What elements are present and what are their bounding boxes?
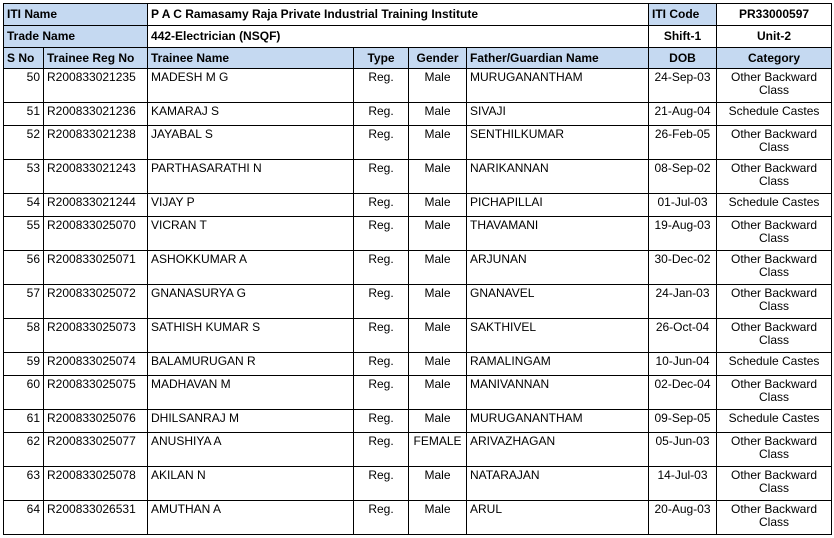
trainee-sno: 64 [4, 501, 44, 535]
trainee-reg-no: R200833025073 [44, 319, 148, 353]
trainee-category: Schedule Castes [717, 410, 832, 433]
trainee-category: Other Backward Class [717, 126, 832, 160]
trainee-table [3, 3, 832, 535]
trainee-dob: 10-Jun-04 [649, 353, 717, 376]
trainee-type: Reg. [354, 69, 409, 103]
trainee-dob: 09-Sep-05 [649, 410, 717, 433]
trainee-dob: 05-Jun-03 [649, 433, 717, 467]
trainee-name: SATHISH KUMAR S [148, 319, 354, 353]
trainee-name: GNANASURYA G [148, 285, 354, 319]
trainee-name: AMUTHAN A [148, 501, 354, 535]
trainee-name: MADHAVAN M [148, 376, 354, 410]
trainee-father-name: GNANAVEL [467, 285, 649, 319]
trainee-father-name: RAMALINGAM [467, 353, 649, 376]
trainee-reg-no: R200833021244 [44, 194, 148, 217]
trainee-father-name: SAKTHIVEL [467, 319, 649, 353]
trainee-reg-no: R200833026531 [44, 501, 148, 535]
iti-name-value: P A C Ramasamy Raja Private Industrial Training Institute [148, 4, 649, 26]
trainee-type: Reg. [354, 285, 409, 319]
table-row [4, 410, 832, 433]
iti-code-value: PR33000597 [717, 4, 832, 26]
trainee-dob: 08-Sep-02 [649, 160, 717, 194]
trainee-sno: 54 [4, 194, 44, 217]
trainee-dob: 20-Aug-03 [649, 501, 717, 535]
table-row [4, 217, 832, 251]
table-row [4, 501, 832, 535]
trainee-father-name: NARIKANNAN [467, 160, 649, 194]
table-row [4, 353, 832, 376]
trainee-type: Reg. [354, 194, 409, 217]
trainee-gender: Male [409, 194, 467, 217]
table-row [4, 376, 832, 410]
trainee-sno: 63 [4, 467, 44, 501]
trainee-reg-no: R200833025078 [44, 467, 148, 501]
col-reg-no: Trainee Reg No [44, 48, 148, 69]
trainee-reg-no: R200833025075 [44, 376, 148, 410]
trainee-dob: 26-Oct-04 [649, 319, 717, 353]
trainee-sno: 58 [4, 319, 44, 353]
shift-value: Shift-1 [649, 26, 717, 48]
trainee-sno: 62 [4, 433, 44, 467]
table-row [4, 160, 832, 194]
trainee-father-name: PICHAPILLAI [467, 194, 649, 217]
trainee-type: Reg. [354, 353, 409, 376]
trainee-sno: 51 [4, 103, 44, 126]
trainee-name: BALAMURUGAN R [148, 353, 354, 376]
table-row [4, 251, 832, 285]
unit-value: Unit-2 [717, 26, 832, 48]
trainee-dob: 30-Dec-02 [649, 251, 717, 285]
trainee-name: ASHOKKUMAR A [148, 251, 354, 285]
trainee-category: Other Backward Class [717, 376, 832, 410]
trainee-dob: 21-Aug-04 [649, 103, 717, 126]
trainee-category: Other Backward Class [717, 251, 832, 285]
trainee-category: Schedule Castes [717, 353, 832, 376]
trainee-gender: Male [409, 376, 467, 410]
col-trainee-name: Trainee Name [148, 48, 354, 69]
trainee-name: KAMARAJ S [148, 103, 354, 126]
trainee-category: Schedule Castes [717, 194, 832, 217]
table-row [4, 319, 832, 353]
trainee-gender: Male [409, 103, 467, 126]
table-row [4, 467, 832, 501]
trainee-category: Other Backward Class [717, 433, 832, 467]
trainee-sno: 52 [4, 126, 44, 160]
table-row [4, 126, 832, 160]
trainee-gender: Male [409, 126, 467, 160]
trainee-reg-no: R200833025070 [44, 217, 148, 251]
trainee-sno: 55 [4, 217, 44, 251]
trainee-type: Reg. [354, 251, 409, 285]
trainee-category: Schedule Castes [717, 103, 832, 126]
trainee-gender: Male [409, 501, 467, 535]
trainee-name: MADESH M G [148, 69, 354, 103]
table-row [4, 69, 832, 103]
trainee-gender: Male [409, 353, 467, 376]
trainee-name: VIJAY P [148, 194, 354, 217]
col-father-name: Father/Guardian Name [467, 48, 649, 69]
trainee-name: ANUSHIYA A [148, 433, 354, 467]
trainee-type: Reg. [354, 433, 409, 467]
trainee-father-name: SENTHILKUMAR [467, 126, 649, 160]
trainee-category: Other Backward Class [717, 285, 832, 319]
trainee-dob: 02-Dec-04 [649, 376, 717, 410]
trainee-father-name: MURUGANANTHAM [467, 69, 649, 103]
column-header-row [4, 48, 832, 69]
trainee-type: Reg. [354, 126, 409, 160]
trainee-dob: 24-Sep-03 [649, 69, 717, 103]
col-gender: Gender [409, 48, 467, 69]
iti-code-label: ITI Code [649, 4, 717, 26]
trainee-reg-no: R200833021235 [44, 69, 148, 103]
trainee-type: Reg. [354, 319, 409, 353]
trainee-father-name: THAVAMANI [467, 217, 649, 251]
trainee-sno: 59 [4, 353, 44, 376]
trainee-category: Other Backward Class [717, 319, 832, 353]
trainee-dob: 14-Jul-03 [649, 467, 717, 501]
trainee-sno: 57 [4, 285, 44, 319]
trainee-reg-no: R200833025076 [44, 410, 148, 433]
trainee-sno: 61 [4, 410, 44, 433]
table-row [4, 103, 832, 126]
trainee-father-name: ARIVAZHAGAN [467, 433, 649, 467]
trainee-dob: 01-Jul-03 [649, 194, 717, 217]
trainee-reg-no: R200833025072 [44, 285, 148, 319]
trainee-type: Reg. [354, 376, 409, 410]
trainee-type: Reg. [354, 160, 409, 194]
trainee-gender: Male [409, 467, 467, 501]
trainee-father-name: ARJUNAN [467, 251, 649, 285]
trainee-reg-no: R200833025074 [44, 353, 148, 376]
trainee-type: Reg. [354, 410, 409, 433]
trade-name-label: Trade Name [4, 26, 148, 48]
iti-name-row [4, 4, 832, 26]
trainee-name: AKILAN N [148, 467, 354, 501]
trainee-category: Other Backward Class [717, 501, 832, 535]
table-row [4, 285, 832, 319]
trainee-name: DHILSANRAJ M [148, 410, 354, 433]
trainee-dob: 24-Jan-03 [649, 285, 717, 319]
trade-name-row [4, 26, 832, 48]
trainee-dob: 19-Aug-03 [649, 217, 717, 251]
trainee-category: Other Backward Class [717, 69, 832, 103]
trainee-reg-no: R200833025071 [44, 251, 148, 285]
trainee-dob: 26-Feb-05 [649, 126, 717, 160]
trainee-type: Reg. [354, 103, 409, 126]
col-category: Category [717, 48, 832, 69]
trainee-sno: 50 [4, 69, 44, 103]
trainee-type: Reg. [354, 217, 409, 251]
trainee-father-name: MANIVANNAN [467, 376, 649, 410]
trainee-reg-no: R200833021238 [44, 126, 148, 160]
trainee-name: JAYABAL S [148, 126, 354, 160]
trainee-gender: Male [409, 251, 467, 285]
trainee-gender: Male [409, 285, 467, 319]
trainee-category: Other Backward Class [717, 160, 832, 194]
col-dob: DOB [649, 48, 717, 69]
trainee-reg-no: R200833021236 [44, 103, 148, 126]
trainee-name: VICRAN T [148, 217, 354, 251]
trainee-gender: Male [409, 160, 467, 194]
trainee-sno: 56 [4, 251, 44, 285]
trainee-type: Reg. [354, 501, 409, 535]
trainee-gender: Male [409, 319, 467, 353]
trainee-gender: Male [409, 69, 467, 103]
trainee-sno: 53 [4, 160, 44, 194]
trainee-gender: FEMALE [409, 433, 467, 467]
trainee-father-name: ARUL [467, 501, 649, 535]
trainee-reg-no: R200833021243 [44, 160, 148, 194]
trainee-reg-no: R200833025077 [44, 433, 148, 467]
trainee-category: Other Backward Class [717, 217, 832, 251]
trade-name-value: 442-Electrician (NSQF) [148, 26, 649, 48]
trainee-category: Other Backward Class [717, 467, 832, 501]
trainee-father-name: NATARAJAN [467, 467, 649, 501]
iti-name-label: ITI Name [4, 4, 148, 26]
table-row [4, 194, 832, 217]
trainee-gender: Male [409, 217, 467, 251]
table-row [4, 433, 832, 467]
trainee-sno: 60 [4, 376, 44, 410]
trainee-father-name: SIVAJI [467, 103, 649, 126]
trainee-type: Reg. [354, 467, 409, 501]
col-type: Type [354, 48, 409, 69]
col-sno: S No [4, 48, 44, 69]
trainee-gender: Male [409, 410, 467, 433]
trainee-name: PARTHASARATHI N [148, 160, 354, 194]
trainee-father-name: MURUGANANTHAM [467, 410, 649, 433]
